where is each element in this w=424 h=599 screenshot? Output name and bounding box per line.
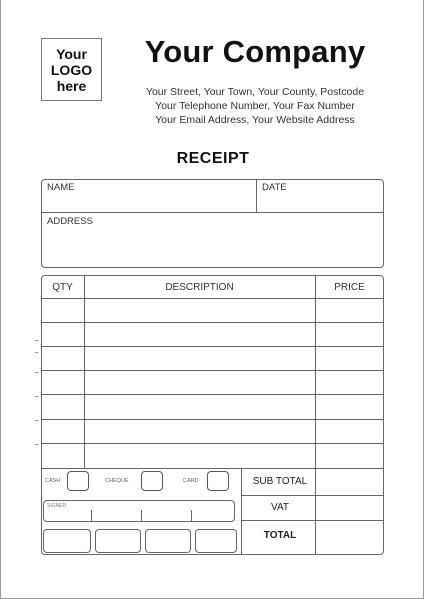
vat-label: VAT <box>271 502 289 513</box>
signature-divider <box>191 510 192 522</box>
name-date-divider <box>256 179 257 212</box>
price-column-divider <box>315 275 316 555</box>
margin-tick <box>35 352 38 353</box>
company-address-line-3: Your Email Address, Your Website Address <box>155 114 355 126</box>
description-header: DESCRIPTION <box>165 282 234 293</box>
signature-box[interactable] <box>43 500 235 522</box>
margin-tick <box>35 372 38 373</box>
totals-row <box>241 520 384 521</box>
card-label: CARD <box>183 478 199 484</box>
table-row <box>41 394 384 395</box>
table-row <box>41 322 384 323</box>
table-row <box>41 468 384 469</box>
company-address-line-2: Your Telephone Number, Your Fax Number <box>155 100 355 112</box>
payment-detail-box[interactable] <box>95 529 141 553</box>
payment-detail-box[interactable] <box>195 529 237 553</box>
payment-totals-divider <box>241 468 242 555</box>
payment-detail-box[interactable] <box>145 529 191 553</box>
payment-option-cheque[interactable] <box>105 471 163 493</box>
totals-row <box>241 495 384 496</box>
details-divider <box>41 212 384 213</box>
logo-placeholder <box>41 38 102 101</box>
cheque-label: CHEQUE <box>105 478 129 484</box>
table-row <box>41 346 384 347</box>
table-row <box>41 298 384 299</box>
cash-label: CASH <box>45 478 61 484</box>
date-field[interactable]: DATE <box>262 182 287 193</box>
margin-tick <box>35 444 38 445</box>
receipt-title: RECEIPT <box>176 150 250 167</box>
company-name: Your Company <box>144 34 366 69</box>
margin-tick <box>35 420 38 421</box>
logo-text: Your LOGO here <box>50 45 93 94</box>
company-address-line-1: Your Street, Your Town, Your County, Postcode <box>145 86 365 98</box>
qty-column-divider <box>84 275 85 468</box>
name-field[interactable]: NAME <box>47 182 75 193</box>
table-row <box>41 370 384 371</box>
signature-divider <box>91 510 92 522</box>
address-field[interactable]: ADDRESS <box>47 216 93 227</box>
table-row <box>41 443 384 444</box>
cheque-checkbox[interactable] <box>141 471 163 491</box>
qty-header: QTY <box>52 282 73 293</box>
signature-label: SIGNED <box>47 503 67 509</box>
cash-checkbox[interactable] <box>67 471 89 491</box>
price-header: PRICE <box>334 282 365 293</box>
margin-tick <box>35 340 38 341</box>
payment-detail-box[interactable] <box>43 529 91 553</box>
card-checkbox[interactable] <box>207 471 229 491</box>
signature-divider <box>141 510 142 522</box>
sub-total-label: SUB TOTAL <box>252 476 308 487</box>
total-label: TOTAL <box>263 530 297 541</box>
table-row <box>41 419 384 420</box>
margin-tick <box>35 396 38 397</box>
payment-option-cash[interactable] <box>45 471 89 493</box>
payment-option-card[interactable] <box>183 471 229 493</box>
